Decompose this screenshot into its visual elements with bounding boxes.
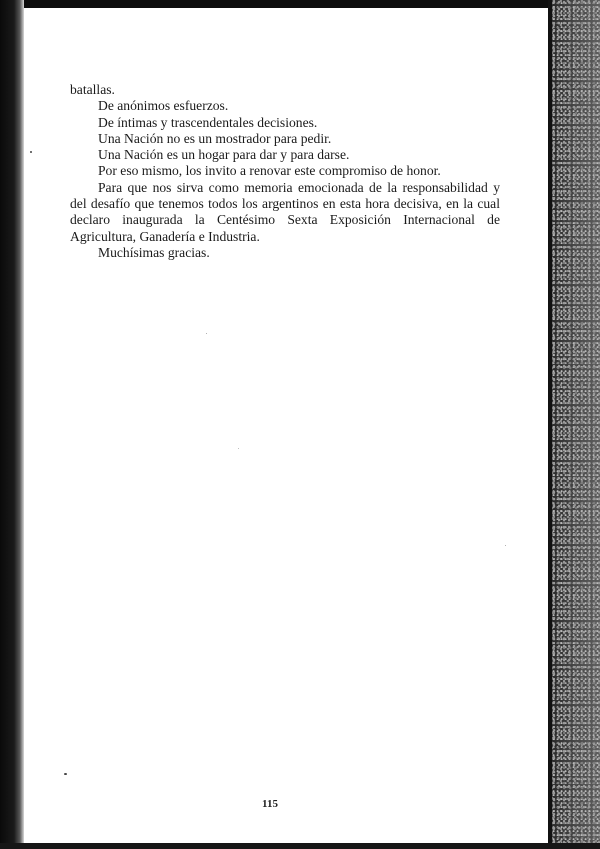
paragraph: Una Nación es un hogar para dar y para darse. [98,147,350,163]
scan-speck [64,773,67,775]
paragraph: De anónimos esfuerzos. [98,98,229,114]
paragraph: Una Nación no es un mostrador para pedir. [98,130,332,146]
paragraph: De íntimas y trascendentales decisiones. [98,114,318,130]
scan-edge-right-line [548,0,552,849]
scan-edge-left [0,0,24,849]
paragraph: Para que nos sirva como memoria emocionada de la responsabilidad y del desafío que tenemos todos los argentinos en esta hora decisiva, en la cual declaro inaugurada la Centésimo Sexta Exposición Internacional de Agricultura, Ganadería e Industria. [70,179,500,244]
body-text [70,82,500,261]
paragraph: Muchísimas gracias. [98,244,210,260]
scan-edge-top [0,0,600,8]
paragraph: Por eso mismo, los invito a renovar este compromiso de honor. [98,163,441,179]
scan-speck [238,448,239,449]
scan-speck [505,545,506,546]
scan-edge-bottom [0,843,600,849]
scan-speck [206,333,207,334]
scan-speck [30,151,32,153]
paragraph: batallas. [70,82,115,97]
scan-edge-right [548,0,600,849]
page-number: 115 [262,798,278,810]
